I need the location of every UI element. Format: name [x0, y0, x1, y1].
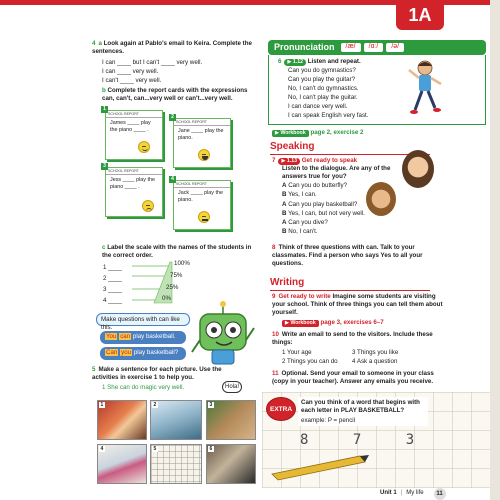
pct-label: 100%	[174, 260, 190, 267]
repeat-line: No, I can't play the guitar.	[288, 94, 358, 102]
card-text: Jack ____ play the piano.	[178, 190, 223, 204]
exercise-number: 8	[272, 244, 276, 251]
exercise-4c-instruction: c Label the scale with the names of the students in the correct order.	[102, 244, 252, 259]
footer-unit: Unit 1	[380, 490, 397, 497]
exercise-number: 6	[278, 58, 282, 65]
statement-rest: play basketball.	[132, 333, 176, 340]
exercise-instruction: Look again at Pablo's email to Keira. Complete the sentences.	[92, 40, 252, 55]
card-header: SCHOOL REPORT	[106, 168, 162, 175]
exercise-lead: Get ready to write	[278, 293, 331, 300]
audio-track-button[interactable]: ▶ 1.13	[278, 158, 300, 165]
sentence-line: I can ____ but I can't ____ very well.	[102, 58, 203, 66]
workbook-badge[interactable]: ▶ Workbook	[272, 130, 309, 137]
repeat-line: I can speak English very fast.	[288, 112, 369, 120]
question-rest: play basketball?	[133, 349, 179, 356]
dialogue-line: A Can you dive?	[282, 218, 328, 226]
include-item: 4 Ask a question	[352, 357, 398, 365]
report-card-2	[173, 118, 231, 168]
photo-swimming: 2	[150, 400, 202, 440]
card-number-tag: 4	[169, 176, 176, 183]
workbook-badge[interactable]: ▶ Workbook	[282, 320, 319, 327]
extra-badge: EXTRA	[266, 397, 296, 421]
repeat-line: No, I can't do gymnastics.	[288, 85, 359, 93]
exercise-8	[272, 244, 442, 267]
repeat-line: I can dance very well.	[288, 103, 348, 111]
page-number: 11	[434, 488, 446, 500]
extra-example: example: P = pencil	[301, 416, 356, 424]
footer-title: My life	[406, 490, 424, 497]
exercise-instruction: Make a sentence for each picture. Use the activities in exercise 1 to help you.	[92, 366, 222, 381]
upset-face-icon	[198, 211, 210, 223]
pronunciation-title: Pronunciation	[274, 41, 335, 52]
report-card-4	[173, 180, 231, 230]
extra-question: Can you think of a word that begins with each letter in PLAY BASKETBALL?	[301, 399, 420, 414]
subject-word: You	[106, 333, 117, 340]
exercise-4b-instruction: b Complete the report cards with the expressions can, can't, can...very well or can't...very well.	[102, 87, 248, 102]
question-bubble	[100, 347, 186, 360]
exercise-number: 5	[92, 366, 96, 373]
card-text: Jess ____ play the piano ____ .	[110, 177, 155, 191]
card-header: SCHOOL REPORT	[174, 181, 230, 188]
subject-word: you	[121, 349, 132, 356]
exercise-letter: a	[98, 40, 102, 47]
right-edge-strip	[490, 0, 500, 500]
writing-heading: Writing	[270, 277, 305, 288]
dialogue-line: B Yes, I can, but not very well.	[282, 209, 365, 217]
scale-percentages	[162, 260, 190, 303]
example-sentence: 1 She can do magic very well.	[102, 383, 185, 391]
photo-family: 3	[206, 400, 256, 440]
girl-portrait	[402, 150, 434, 188]
extra-digits: 8 7 3	[300, 432, 433, 448]
card-header: SCHOOL REPORT	[174, 119, 230, 126]
exercise-instruction: Listen and repeat.	[307, 58, 361, 65]
workbook-page: page 3, exercises 6–7	[320, 319, 384, 326]
exercise-number: 11	[272, 370, 279, 377]
pronunciation-header	[268, 40, 486, 55]
workbook-page: page 2, exercise 2	[310, 129, 364, 136]
card-text: Jane ____ play the piano.	[178, 128, 224, 142]
scale-row: 2 ____	[103, 274, 122, 282]
extra-text-box	[298, 397, 428, 426]
dialogue-line: A Can you play basketball?	[282, 200, 358, 208]
include-item: 2 Things you can do	[282, 357, 338, 365]
exercise-letter: b	[102, 87, 106, 94]
speaking-heading: Speaking	[270, 141, 315, 152]
sound-chip: /æ/	[341, 43, 361, 52]
big-smile-face-icon	[198, 149, 210, 161]
unit-tab	[396, 0, 444, 30]
photo-magic-girl: 1	[97, 400, 147, 440]
card-text: James ____ play the piano ____ .	[110, 120, 151, 134]
report-card-3	[105, 167, 163, 217]
footer: Unit 1 | My life 11	[380, 488, 446, 500]
card-number-tag: 2	[169, 114, 176, 121]
statement-bubble	[100, 331, 186, 344]
pct-label: 75%	[170, 271, 183, 279]
modal-word: Can	[106, 349, 118, 356]
dancing-boy-illustration	[405, 58, 445, 120]
happy-face-icon	[138, 141, 150, 153]
workbook-ref-writing	[282, 319, 384, 327]
writing-rule	[270, 290, 430, 291]
make-questions-text: Make questions with can like this.	[101, 316, 180, 331]
exercise-5	[92, 366, 242, 391]
exercise-9: 9 Get ready to write Imagine some students are visiting your school. Think of three things you can tell them about yourself.	[272, 293, 443, 316]
workbook-ref-pronunciation	[272, 129, 363, 137]
scale-row: 3 ____	[103, 285, 122, 293]
exercise-number: 9	[272, 293, 276, 300]
exercise-11	[272, 370, 447, 386]
pencil-icon	[270, 452, 370, 482]
card-header: SCHOOL REPORT	[106, 111, 162, 118]
pct-label: 25%	[166, 283, 179, 291]
sentence-line: I can't ____ very well.	[102, 76, 162, 84]
exercise-number: 4	[92, 40, 96, 47]
exercise-instruction: Optional. Send your email to someone in your class (copy in your teacher). Answer any emails you receive.	[272, 370, 434, 385]
exercise-number: 10	[272, 331, 279, 338]
pct-label: 0%	[162, 295, 171, 303]
photo-sudoku: 5	[150, 444, 202, 484]
include-item: 1 Your age	[282, 348, 312, 356]
report-card-1	[105, 110, 163, 160]
make-questions-box	[96, 313, 190, 331]
repeat-line: Can you do gymnastics?	[288, 66, 356, 74]
scale-row: 1 ____	[103, 264, 122, 271]
scale-row: 4 ____	[103, 296, 122, 304]
exercise-4a	[92, 40, 252, 86]
modal-word: can	[120, 333, 131, 340]
exercise-instruction: Write an email to send to the visitors. Include these things:	[272, 331, 433, 346]
exercise-letter: c	[102, 244, 106, 251]
include-item: 3 Things you like	[352, 348, 399, 356]
audio-track-button[interactable]: ▶ 1.12	[284, 59, 306, 66]
exercise-lead: Get ready to speak	[301, 157, 358, 164]
unit-tab-label: 1A	[408, 5, 432, 25]
exercise-instruction: Listen to the dialogue. Are any of the answers true for you?	[282, 164, 391, 180]
sound-chip: /ə/	[386, 43, 404, 52]
worried-face-icon	[142, 200, 154, 212]
repeat-line: Can you play the guitar?	[288, 75, 356, 83]
exercise-number: 7	[272, 157, 276, 164]
exercise-instruction: Think of three questions with can. Talk to your classmates. Find a person who says Yes to all your questions.	[272, 244, 423, 267]
photo-cooking: 6	[206, 444, 256, 484]
sentence-line: I can ____ very well.	[102, 67, 159, 75]
robot-mascot-icon	[190, 300, 260, 370]
sound-chip: /ɑː/	[364, 43, 384, 52]
dialogue-line: B No, I can't.	[282, 227, 318, 235]
hola-bubble: Hola!	[222, 381, 242, 393]
card-number-tag: 1	[101, 106, 108, 113]
exercise-10	[272, 331, 447, 366]
dialogue-line: A Can you do butterfly?	[282, 182, 348, 190]
photo-guitar: 4	[97, 444, 147, 484]
exercise-6	[278, 58, 418, 122]
boy-portrait	[366, 182, 396, 216]
card-number-tag: 3	[101, 163, 108, 170]
dialogue-line: B Yes, I can.	[282, 191, 317, 199]
